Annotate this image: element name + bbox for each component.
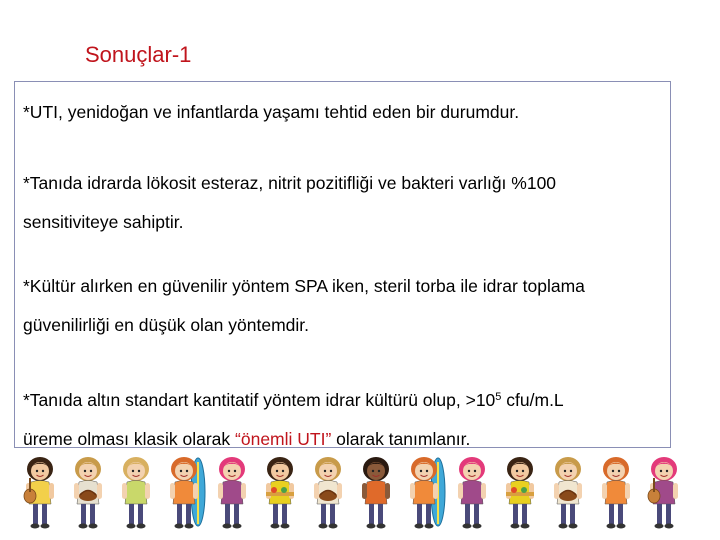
child-figure (402, 452, 448, 532)
superscript-exponent: 5 (495, 391, 502, 403)
child-figure (258, 452, 304, 532)
paragraph-line: sensitiviteye sahiptir. (23, 212, 184, 232)
text-segment: üreme olması klasik olarak (23, 429, 236, 449)
child-figure (546, 452, 592, 532)
content-box (14, 81, 671, 448)
paragraph-line: güvenilirliği en düşük olan yöntemdir. (23, 315, 309, 335)
child-figure (498, 452, 544, 532)
slide-title: Sonuçlar-1 (85, 42, 192, 67)
paragraph-line: *Tanıda idrarda lökosit esteraz, nitrit pozitifliği ve bakteri varlığı %100 (23, 173, 557, 193)
paragraph-line: *Kültür alırken en güvenilir yöntem SPA iken, steril torba ile idrar toplama (23, 276, 585, 296)
child-figure (66, 452, 112, 532)
paragraph-culture-method (23, 267, 585, 345)
child-figure (450, 452, 496, 532)
text-segment: olarak tanımlanır. (331, 429, 471, 449)
paragraph-line (23, 381, 564, 420)
decorative-children-illustration (18, 452, 698, 532)
paragraph-gold-standard (23, 381, 564, 459)
child-figure (18, 452, 64, 532)
child-figure (594, 452, 640, 532)
child-figure (354, 452, 400, 532)
text-segment: *Tanıda altın standart kantitatif yöntem idrar kültürü olup, >10 (23, 390, 496, 410)
paragraph-line: *UTI, yenidoğan ve infantlarda yaşamı tehtid eden bir durumdur. (23, 102, 520, 122)
highlighted-term: “önemli UTI” (235, 429, 332, 449)
text-segment: cfu/m.L (501, 390, 564, 410)
child-figure (162, 452, 208, 532)
child-figure (114, 452, 160, 532)
child-figure (642, 452, 688, 532)
child-figure (306, 452, 352, 532)
paragraph-diagnosis-urinalysis (23, 164, 556, 242)
paragraph-uti-neonates (23, 93, 519, 132)
child-figure (210, 452, 256, 532)
